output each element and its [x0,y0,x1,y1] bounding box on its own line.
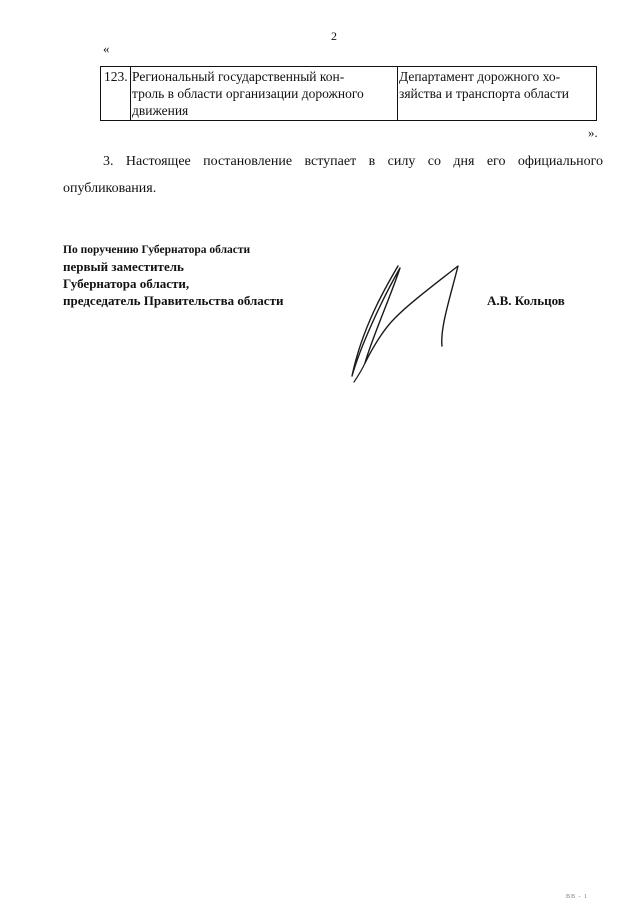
authority-cell [398,67,597,121]
signature-line-2: первый заместитель [63,259,184,274]
control-table [100,66,597,121]
signer-name: А.В. Кольцов [487,293,565,308]
signature-block [63,243,283,309]
signature-line-4: председатель Правительства области [63,293,284,308]
table-row [101,67,597,121]
opening-quote: « [103,41,110,56]
signature-graphic [340,258,480,388]
row-number-cell [101,67,131,121]
signature-line-1: По поручению Губернатора области [63,244,251,256]
signature-line-3: Губернатора области, [63,276,190,291]
closing-quote: ». [588,125,598,140]
authority-line-2: зяйства и транспорта области [399,86,569,101]
paragraph-3: 3. Настоящее постановление вступает в силу со дня его официального опубликования. [63,154,603,196]
page-number: 2 [331,29,337,43]
row-number: 123. [104,69,128,84]
control-type-line-1: Региональный государственный кон- [132,69,345,84]
footer-mark: ВВ - 1 [566,894,589,900]
control-type-cell [131,67,398,121]
control-type-line-3: движения [132,103,189,118]
authority-line-1: Департамент дорожного хо- [399,69,561,84]
handwritten-signature [340,258,480,393]
control-type-line-2: троль в области организации дорожного [132,86,364,101]
